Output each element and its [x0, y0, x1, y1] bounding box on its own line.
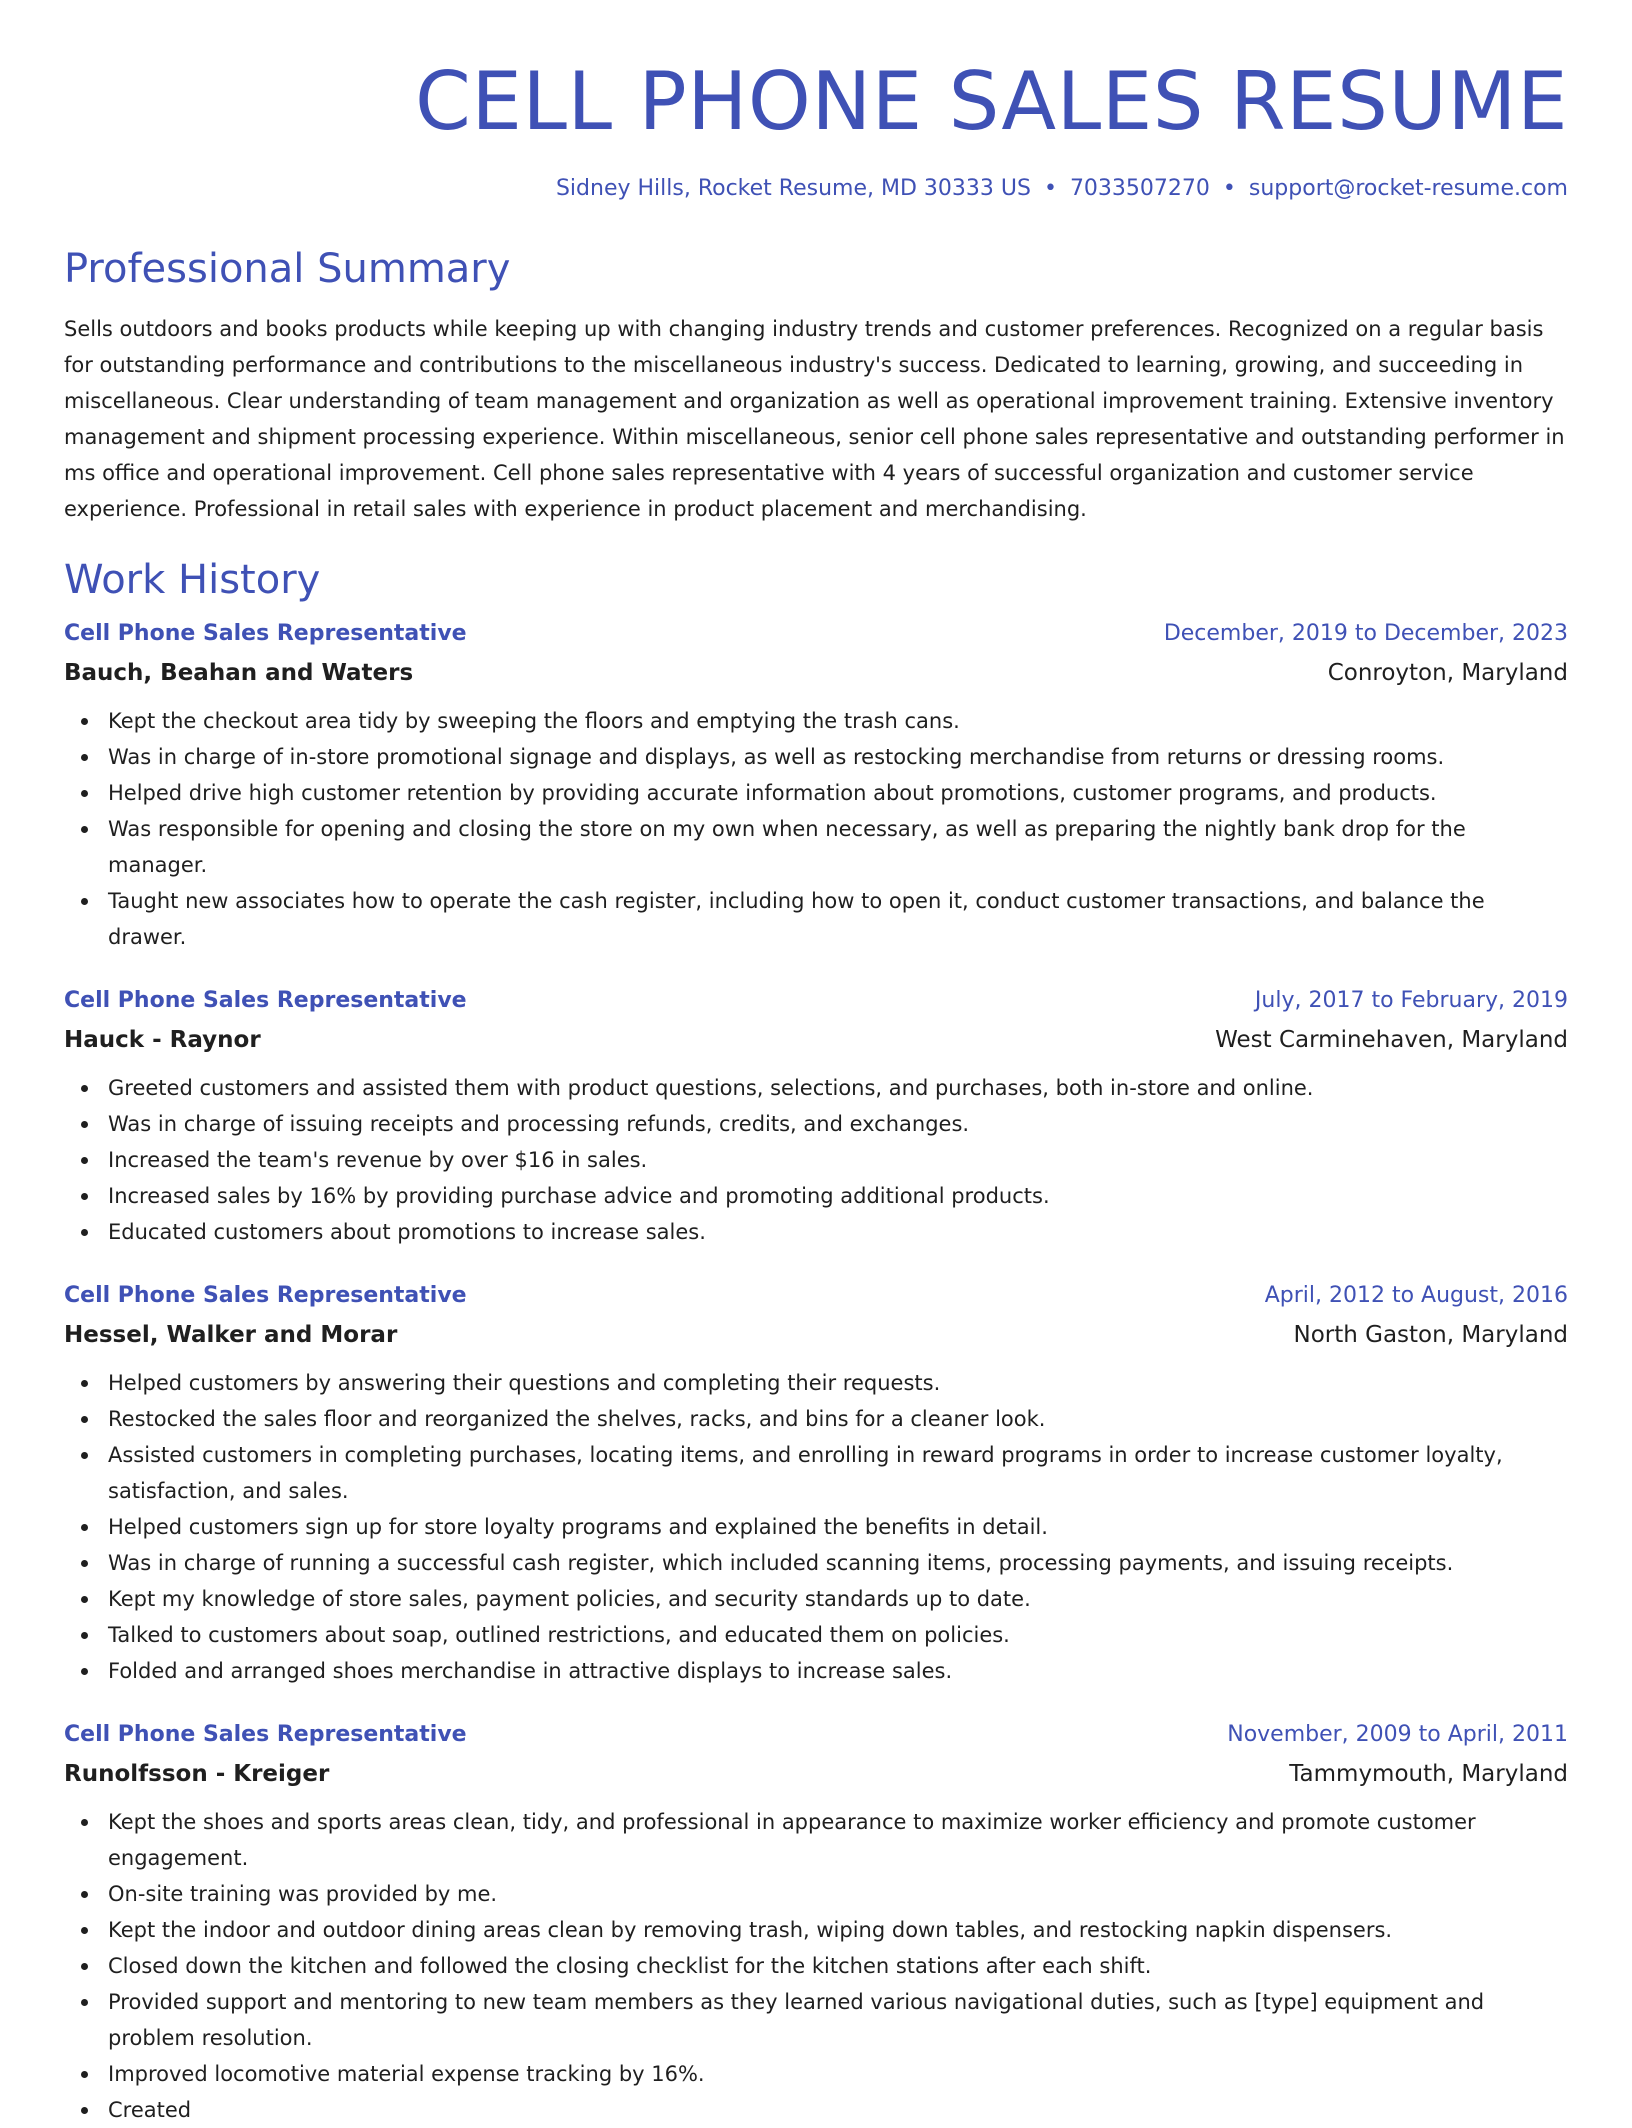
resume-page: [64, 0, 1568, 2128]
job-bullet-text: Provided support and mentoring to new team members as they learned various navigational duties, such as [type] equipment and problem resolution.: [108, 1990, 1485, 2050]
bullet-dot-icon: [81, 754, 88, 761]
job-bullet-text: Was in charge of issuing receipts and processing refunds, credits, and exchanges.: [108, 1112, 970, 1136]
job-entry: [64, 1719, 1568, 2128]
job-title: Cell Phone Sales Representative: [64, 1722, 467, 1747]
job-bullet-item: [64, 1365, 1568, 1401]
job-bullet-text: Greeted customers and assisted them with product questions, selections, and purchases, both in-store and online.: [108, 1076, 1314, 1100]
bullet-dot-icon: [81, 1157, 88, 1164]
job-bullet-text: Kept the indoor and outdoor dining areas clean by removing trash, wiping down tables, and restocking napkin dispensers.: [108, 1918, 1393, 1942]
job-bullet-item: [64, 1106, 1568, 1142]
bullet-dot-icon: [81, 1452, 88, 1459]
bullet-dot-icon: [81, 1560, 88, 1567]
job-bullet-item: [64, 1214, 1568, 1250]
job-dates: December, 2019 to December, 2023: [1163, 621, 1568, 646]
bullet-dot-icon: [81, 2071, 88, 2078]
job-bullet-text: Created: [108, 2098, 192, 2122]
job-entry: [64, 618, 1568, 955]
job-bullet-text: Helped customers sign up for store loyalty programs and explained the benefits in detail.: [108, 1515, 1048, 1539]
job-company-row: [64, 1319, 1568, 1351]
job-bullet-text: Educated customers about promotions to increase sales.: [108, 1220, 706, 1244]
job-bullet-item: [64, 1876, 1568, 1912]
job-company-row: [64, 1758, 1568, 1790]
contact-line: [64, 174, 1568, 204]
job-bullet-item: [64, 1581, 1568, 1617]
bullet-dot-icon: [81, 826, 88, 833]
job-company-row: [64, 657, 1568, 689]
job-dates: April, 2012 to August, 2016: [1264, 1283, 1568, 1308]
job-company: Hessel, Walker and Morar: [64, 1322, 398, 1348]
job-bullet-text: Folded and arranged shoes merchandise in attractive displays to increase sales.: [108, 1659, 953, 1683]
job-title-row: [64, 1280, 1568, 1312]
job-bullet-item: [64, 775, 1568, 811]
job-list: [64, 618, 1568, 2128]
job-bullet-text: Restocked the sales floor and reorganized the shelves, racks, and bins for a cleaner look.: [108, 1407, 1046, 1431]
job-title: Cell Phone Sales Representative: [64, 1283, 467, 1308]
contact-separator: •: [1222, 176, 1236, 201]
job-bullet-list: [64, 1365, 1568, 1689]
job-bullet-item: [64, 1804, 1568, 1876]
job-bullet-text: Was responsible for opening and closing the store on my own when necessary, as well as preparing the nightly bank drop for the manager.: [108, 817, 1466, 877]
bullet-dot-icon: [81, 1380, 88, 1387]
job-bullet-item: [64, 1948, 1568, 1984]
job-bullet-text: Kept the shoes and sports areas clean, tidy, and professional in appearance to maximize worker efficiency and promote customer engagement.: [108, 1810, 1476, 1870]
job-company: Hauck - Raynor: [64, 1027, 261, 1053]
bullet-dot-icon: [81, 1229, 88, 1236]
job-title-row: [64, 985, 1568, 1017]
job-bullet-text: Was in charge of running a successful cash register, which included scanning items, processing payments, and issuing receipts.: [108, 1551, 1454, 1575]
resume-title: CELL PHONE SALES RESUME: [414, 55, 1568, 148]
job-location: Conroyton, Maryland: [1327, 660, 1568, 686]
job-bullet-item: [64, 1984, 1568, 2056]
job-bullet-item: [64, 1912, 1568, 1948]
job-bullet-item: [64, 811, 1568, 883]
job-title-row: [64, 1719, 1568, 1751]
job-bullet-item: [64, 1401, 1568, 1437]
job-company: Runolfsson - Kreiger: [64, 1761, 330, 1787]
job-bullet-item: [64, 883, 1568, 955]
job-bullet-text: Was in charge of in-store promotional signage and displays, as well as restocking merchandise from returns or dressing rooms.: [108, 745, 1445, 769]
job-title: Cell Phone Sales Representative: [64, 988, 467, 1013]
job-company-row: [64, 1024, 1568, 1056]
bullet-dot-icon: [81, 1596, 88, 1603]
job-bullet-item: [64, 1070, 1568, 1106]
job-bullet-text: Kept my knowledge of store sales, payment policies, and security standards up to date.: [108, 1587, 1031, 1611]
job-bullet-text: Helped customers by answering their questions and completing their requests.: [108, 1371, 941, 1395]
job-bullet-text: Kept the checkout area tidy by sweeping the floors and emptying the trash cans.: [108, 709, 960, 733]
bullet-dot-icon: [81, 1891, 88, 1898]
contact-address: Sidney Hills, Rocket Resume, MD 30333 US: [555, 176, 1031, 201]
summary-text: Sells outdoors and books products while keeping up with changing industry trends and customer preferences. Recognized on a regular basis for outstanding performance and contributions to the miscellaneous industry's success. Dedicated to learning, growing, and succeeding in miscellaneous. Clear understanding of team management and organization as well as operational improvement training. Extensive inventory management and shipment processing experience. Within miscellaneous, senior cell phone sales representative and outstanding performer in ms office and operational improvement. Cell phone sales representative with 4 years of successful organization and customer service experience. Professional in retail sales with experience in product placement and merchandising.: [64, 317, 1565, 521]
job-company: Bauch, Beahan and Waters: [64, 660, 414, 686]
job-location: North Gaston, Maryland: [1293, 1322, 1568, 1348]
summary-heading: Professional Summary: [64, 246, 511, 292]
job-title-row: [64, 618, 1568, 650]
job-bullet-text: Assisted customers in completing purchases, locating items, and enrolling in reward programs in order to increase customer loyalty, satisfaction, and sales.: [108, 1443, 1503, 1503]
job-bullet-item: [64, 1653, 1568, 1689]
job-bullet-list: [64, 1070, 1568, 1250]
bullet-dot-icon: [81, 1668, 88, 1675]
bullet-dot-icon: [81, 898, 88, 905]
job-bullet-item: [64, 1142, 1568, 1178]
job-bullet-text: Helped drive high customer retention by providing accurate information about promotions, customer programs, and products.: [108, 781, 1437, 805]
bullet-dot-icon: [81, 790, 88, 797]
job-bullet-text: Taught new associates how to operate the cash register, including how to open it, conduct customer transactions, and balance the drawer.: [108, 889, 1485, 949]
job-title: Cell Phone Sales Representative: [64, 621, 467, 646]
job-bullet-item: [64, 1545, 1568, 1581]
job-bullet-item: [64, 2092, 1568, 2128]
bullet-dot-icon: [81, 1999, 88, 2006]
bullet-dot-icon: [81, 2107, 88, 2114]
job-bullet-text: Increased the team's revenue by over $16 in sales.: [108, 1148, 648, 1172]
bullet-dot-icon: [81, 1085, 88, 1092]
contact-email[interactable]: support@rocket-resume.com: [1248, 176, 1568, 201]
job-bullet-item: [64, 739, 1568, 775]
job-bullet-item: [64, 2056, 1568, 2092]
bullet-dot-icon: [81, 1963, 88, 1970]
job-bullet-item: [64, 1178, 1568, 1214]
job-bullet-item: [64, 1617, 1568, 1653]
job-bullet-text: On-site training was provided by me.: [108, 1882, 498, 1906]
job-bullet-list: [64, 703, 1568, 955]
job-entry: [64, 985, 1568, 1250]
bullet-dot-icon: [81, 1193, 88, 1200]
bullet-dot-icon: [81, 1121, 88, 1128]
job-location: West Carminehaven, Maryland: [1215, 1027, 1568, 1053]
contact-separator: •: [1043, 176, 1057, 201]
bullet-dot-icon: [81, 1416, 88, 1423]
job-bullet-list: [64, 1804, 1568, 2128]
bullet-dot-icon: [81, 1632, 88, 1639]
job-location: Tammymouth, Maryland: [1289, 1761, 1568, 1787]
job-bullet-item: [64, 1509, 1568, 1545]
job-bullet-text: Talked to customers about soap, outlined restrictions, and educated them on policies.: [108, 1623, 1010, 1647]
job-bullet-text: Increased sales by 16% by providing purchase advice and promoting additional products.: [108, 1184, 1050, 1208]
bullet-dot-icon: [81, 1819, 88, 1826]
job-bullet-text: Improved locomotive material expense tracking by 16%.: [108, 2062, 705, 2086]
contact-phone[interactable]: 7033507270: [1069, 176, 1210, 201]
job-bullet-item: [64, 1437, 1568, 1509]
bullet-dot-icon: [81, 718, 88, 725]
job-bullet-item: [64, 703, 1568, 739]
job-dates: July, 2017 to February, 2019: [1254, 988, 1568, 1013]
job-entry: [64, 1280, 1568, 1689]
bullet-dot-icon: [81, 1524, 88, 1531]
work-history-heading: Work History: [64, 557, 321, 603]
job-bullet-text: Closed down the kitchen and followed the closing checklist for the kitchen stations after each shift.: [108, 1954, 1152, 1978]
job-dates: November, 2009 to April, 2011: [1227, 1722, 1568, 1747]
bullet-dot-icon: [81, 1927, 88, 1934]
